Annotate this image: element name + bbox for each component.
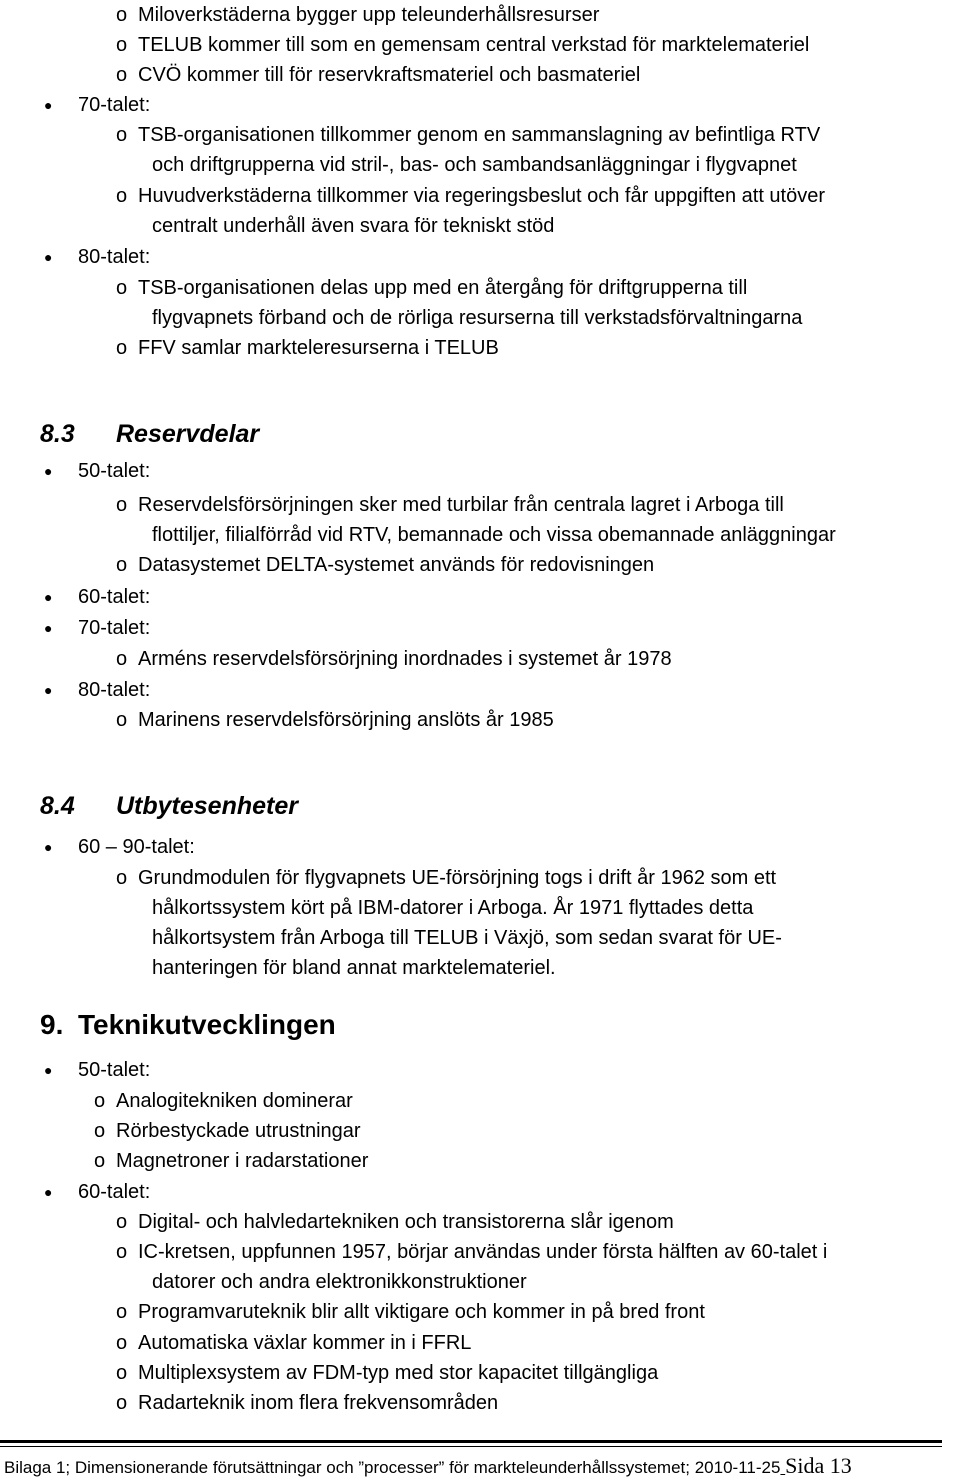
bullet-icon: ● bbox=[44, 249, 53, 265]
sub-item: Huvudverkstäderna tillkommer via regeringsbeslut och får uppgiften att utöver bbox=[138, 185, 826, 207]
sub-item-continuation: hålkortsystem från Arboga till TELUB i Växjö, som sedan svarat för UE- bbox=[152, 927, 782, 949]
sub-item: Programvaruteknik blir allt viktigare och kommer in på bred front bbox=[138, 1301, 705, 1323]
bullet-item: 60 – 90-talet: bbox=[78, 836, 195, 858]
sub-item-continuation: centralt underhåll även svara för tekniskt stöd bbox=[152, 215, 555, 237]
bullet-icon: ● bbox=[44, 589, 53, 605]
bullet-icon: ● bbox=[44, 463, 53, 479]
sub-bullet-icon: o bbox=[116, 277, 128, 299]
sub-bullet-icon: o bbox=[116, 124, 128, 146]
page-number: Sida 13 bbox=[785, 1453, 852, 1478]
sub-bullet-icon: o bbox=[116, 4, 128, 26]
sub-item: IC-kretsen, uppfunnen 1957, börjar användas under första hälften av 60-talet i bbox=[138, 1241, 828, 1263]
sub-item: Grundmodulen för flygvapnets UE-försörjning togs i drift år 1962 som ett bbox=[138, 867, 777, 889]
sub-item: TSB-organisationen tillkommer genom en sammanslagning av befintliga RTV bbox=[138, 124, 821, 146]
sub-bullet-icon: o bbox=[94, 1150, 106, 1172]
sub-bullet-icon: o bbox=[116, 709, 128, 731]
sub-item: Rörbestyckade utrustningar bbox=[116, 1120, 361, 1142]
sub-item: TSB-organisationen delas upp med en återgång för driftgrupperna till bbox=[138, 277, 748, 299]
sub-bullet-icon: o bbox=[116, 1362, 128, 1384]
sub-item-continuation: datorer och andra elektronikkonstruktioner bbox=[152, 1271, 527, 1293]
sub-item: Marinens reservdelsförsörjning anslöts år 1985 bbox=[138, 709, 554, 731]
sub-item: Arméns reservdelsförsörjning inordnades i systemet år 1978 bbox=[138, 648, 672, 670]
bullet-icon: ● bbox=[44, 839, 53, 855]
bullet-item: 60-talet: bbox=[78, 1181, 151, 1203]
sub-bullet-icon: o bbox=[116, 648, 128, 670]
section-number: 8.4 bbox=[40, 792, 75, 820]
bullet-icon: ● bbox=[44, 1184, 53, 1200]
sub-bullet-icon: o bbox=[116, 867, 128, 889]
sub-item: TELUB kommer till som en gemensam central verkstad för marktelemateriel bbox=[138, 34, 810, 56]
sub-item-continuation: och driftgrupperna vid stril-, bas- och sambandsanläggningar i flygvapnet bbox=[152, 154, 797, 176]
sub-item: Multiplexsystem av FDM-typ med stor kapacitet tillgängliga bbox=[138, 1362, 659, 1384]
sub-bullet-icon: o bbox=[116, 1241, 128, 1263]
bullet-icon: ● bbox=[44, 97, 53, 113]
sub-bullet-icon: o bbox=[116, 1301, 128, 1323]
sub-item: Automatiska växlar kommer in i FFRL bbox=[138, 1332, 472, 1354]
footer-text: Bilaga 1; Dimensionerande förutsättningar och ”processer” för markteleunderhållssystemet; 2010-11-25 bbox=[4, 1458, 781, 1477]
sub-bullet-icon: o bbox=[116, 554, 128, 576]
section-number: 9. bbox=[40, 1009, 64, 1040]
bullet-item: 80-talet: bbox=[78, 679, 151, 701]
page-footer bbox=[4, 1454, 852, 1480]
sub-bullet-icon: o bbox=[94, 1120, 106, 1142]
bullet-item: 80-talet: bbox=[78, 246, 151, 268]
bullet-item: 70-talet: bbox=[78, 617, 151, 639]
section-title: Utbytesenheter bbox=[116, 792, 298, 820]
sub-item: FFV samlar markteleresurserna i TELUB bbox=[138, 337, 499, 359]
bullet-item: 50-talet: bbox=[78, 460, 151, 482]
bullet-item: 70-talet: bbox=[78, 94, 151, 116]
sub-bullet-icon: o bbox=[94, 1090, 106, 1112]
sub-bullet-icon: o bbox=[116, 494, 128, 516]
sub-bullet-icon: o bbox=[116, 185, 128, 207]
section-title: Teknikutvecklingen bbox=[78, 1009, 336, 1040]
bullet-icon: ● bbox=[44, 620, 53, 636]
sub-item-continuation: hanteringen för bland annat marktelemateriel. bbox=[152, 957, 556, 979]
sub-item: Miloverkstäderna bygger upp teleunderhållsresurser bbox=[138, 4, 600, 26]
sub-bullet-icon: o bbox=[116, 337, 128, 359]
sub-bullet-icon: o bbox=[116, 64, 128, 86]
sub-item-continuation: flygvapnets förband och de rörliga resurserna till verkstadsförvaltningarna bbox=[152, 307, 803, 329]
sub-item: CVÖ kommer till för reservkraftsmateriel och basmateriel bbox=[138, 64, 641, 86]
footer-rule-thin bbox=[0, 1446, 942, 1447]
bullet-icon: ● bbox=[44, 682, 53, 698]
sub-item: Digital- och halvledartekniken och transistorerna slår igenom bbox=[138, 1211, 674, 1233]
sub-bullet-icon: o bbox=[116, 1211, 128, 1233]
footer-rule bbox=[0, 1440, 942, 1443]
section-number: 8.3 bbox=[40, 420, 75, 448]
sub-item-continuation: hålkortssystem kört på IBM-datorer i Arboga. År 1971 flyttades detta bbox=[152, 897, 754, 919]
bullet-item: 50-talet: bbox=[78, 1059, 151, 1081]
bullet-icon: ● bbox=[44, 1062, 53, 1078]
sub-item: Analogitekniken dominerar bbox=[116, 1090, 353, 1112]
sub-item: Reservdelsförsörjningen sker med turbilar från centrala lagret i Arboga till bbox=[138, 494, 784, 516]
sub-item: Datasystemet DELTA-systemet används för redovisningen bbox=[138, 554, 655, 576]
sub-bullet-icon: o bbox=[116, 1332, 128, 1354]
section-title: Reservdelar bbox=[116, 420, 260, 448]
sub-item-continuation: flottiljer, filialförråd vid RTV, bemannade och vissa obemannade anläggningar bbox=[152, 524, 836, 546]
sub-item: Magnetroner i radarstationer bbox=[116, 1150, 369, 1172]
bullet-item: 60-talet: bbox=[78, 586, 151, 608]
sub-item: Radarteknik inom flera frekvensområden bbox=[138, 1392, 499, 1414]
sub-bullet-icon: o bbox=[116, 1392, 128, 1414]
sub-bullet-icon: o bbox=[116, 34, 128, 56]
